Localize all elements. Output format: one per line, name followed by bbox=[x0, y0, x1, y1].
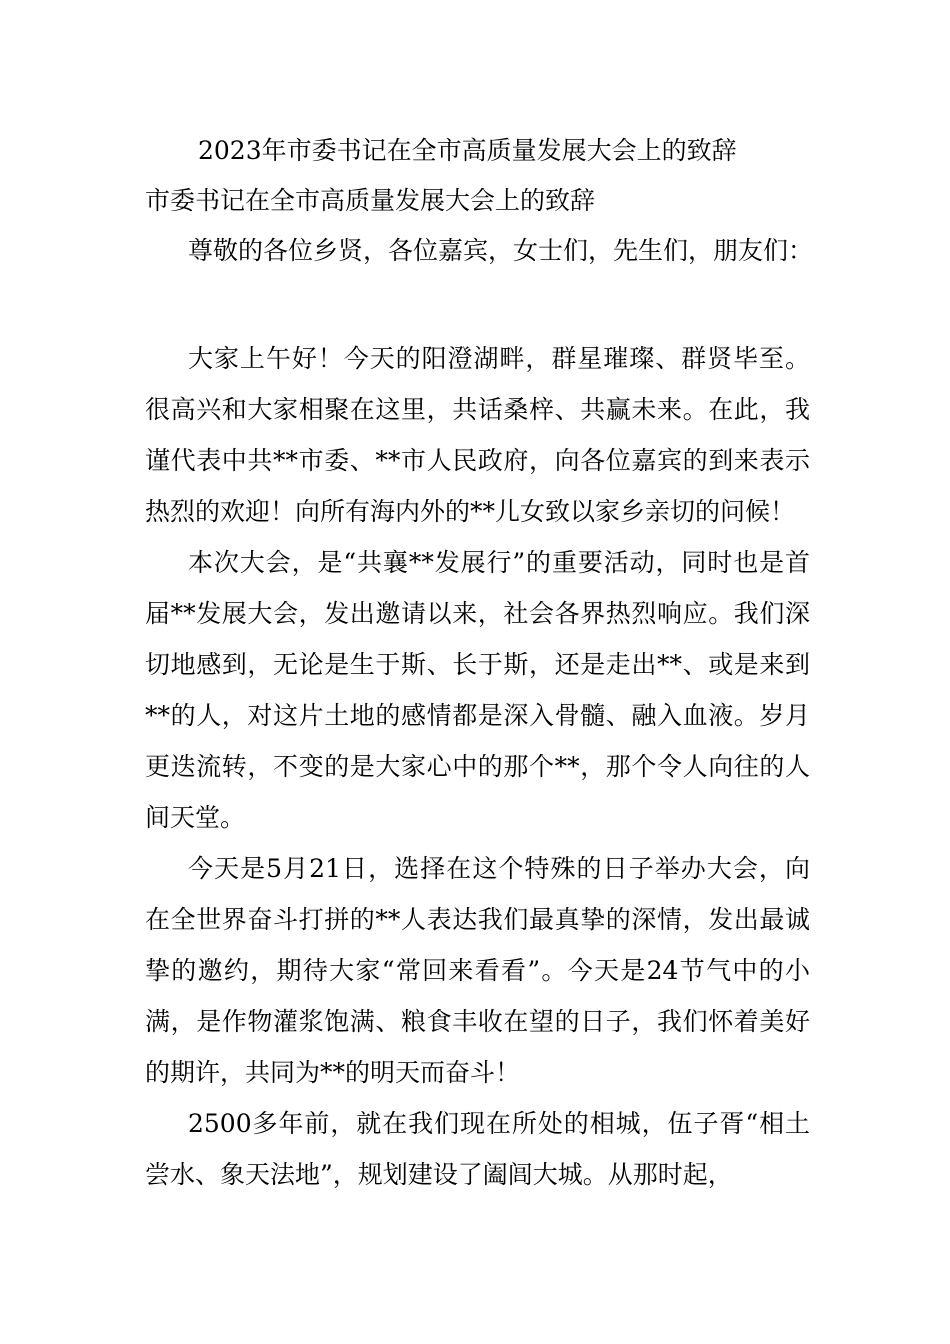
document-subtitle: 市委书记在全市高质量发展大会上的致辞 bbox=[145, 186, 596, 215]
paragraph-date: 今天是5月21日，选择在这个特殊的日子举办大会，向在全世界奋斗打拼的**人表达我们最真挚的深情，发出最诚挚的邀约，期待大家“常回来看看”。今天是24节气中的小满，是作物灌浆饱满、粮食丰收在望的日子，我们怀着美好的期许，共同为**的明天而奋斗！ bbox=[145, 854, 810, 1087]
paragraph-conference: 本次大会，是“共襄**发展行”的重要活动，同时也是首届**发展大会，发出邀请以来，社会各界热烈响应。我们深切地感到，无论是生于斯、长于斯，还是走出**、或是来到**的人，对这片土地的感情都是深入骨髓、融入血液。岁月更迭流转，不变的是大家心中的那个**，那个令人向往的人间天堂。 bbox=[145, 548, 810, 832]
salutation: 尊敬的各位乡贤，各位嘉宾，女士们，先生们，朋友们： bbox=[188, 236, 814, 265]
paragraph-history: 2500多年前，就在我们现在所处的相城，伍子胥“相土尝水、象天法地”，规划建设了阖闾大城。从那时起， bbox=[145, 1109, 810, 1189]
paragraph-greeting: 大家上午好！今天的阳澄湖畔，群星璀璨、群贤毕至。很高兴和大家相聚在这里，共话桑梓、共赢未来。在此，我谨代表中共**市委、**市人民政府，向各位嘉宾的到来表示热烈的欢迎！向所有海内外的**儿女致以家乡亲切的问候！ bbox=[145, 344, 810, 526]
document-body bbox=[145, 333, 810, 1200]
document-title: 2023年市委书记在全市高质量发展大会上的致辞 bbox=[198, 136, 737, 165]
